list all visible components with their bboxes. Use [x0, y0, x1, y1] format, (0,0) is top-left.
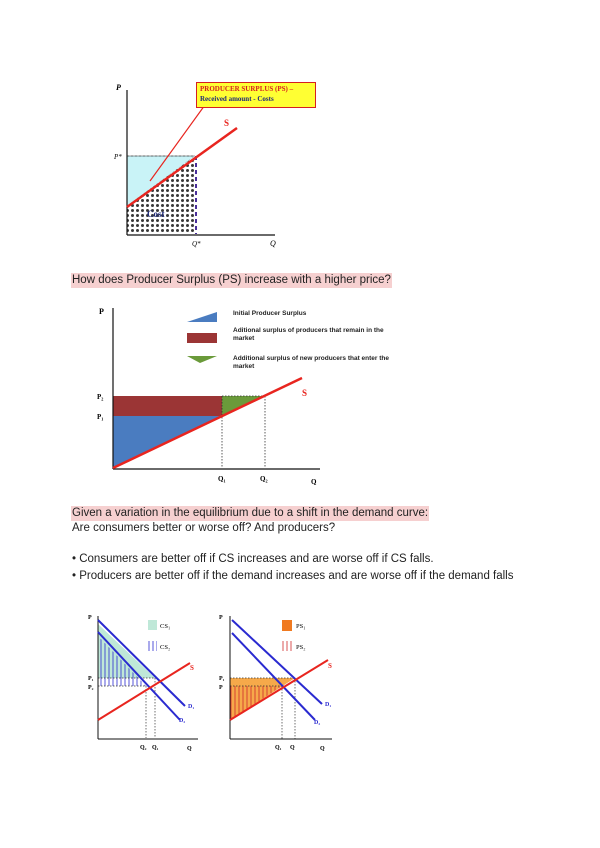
legend-swatch-cs1	[148, 620, 157, 630]
legend-initial-ps: Initial Producer Surplus	[233, 310, 307, 317]
legend-swatch-ps1	[282, 620, 292, 631]
question-line: Are consumers better or worse off? And producers?	[72, 522, 336, 534]
heading-demand-shift: Given a variation in the equilibrium due to a shift in the demand curve:	[72, 507, 429, 519]
p2-label: P	[219, 685, 223, 691]
legend-new-producers: Additional surplus of new producers that enter the market	[233, 355, 390, 370]
legend-cs2: CS₂	[160, 644, 171, 651]
x-axis-label: Q	[187, 746, 192, 752]
q2-label: Q	[290, 745, 295, 751]
d1-label: D₁	[188, 704, 195, 710]
callout-line2: Received amount - Costs	[200, 95, 274, 103]
q2-label: Q₂	[140, 745, 147, 751]
producer-surplus-shift-figure	[210, 608, 345, 758]
p2-label: P₂	[97, 393, 104, 401]
supply-label: S	[302, 388, 308, 398]
supply-label: S	[328, 662, 332, 670]
legend-cs1: CS₁	[160, 623, 171, 630]
p1-label: P₁	[97, 413, 104, 421]
d2-label: D₂	[314, 720, 321, 726]
d1-label: D₁	[325, 702, 332, 708]
consumer-surplus-shift-figure	[80, 608, 210, 758]
y-axis-label: P	[88, 615, 92, 621]
price-label: P*	[114, 153, 122, 161]
legend-remaining-ps: Aditional surplus of producers that remain in the market	[233, 327, 384, 342]
legend-ps1: PS₁	[296, 623, 306, 630]
callout-box	[196, 82, 316, 108]
legend-swatch-ps2	[282, 641, 292, 651]
y-axis-label: P	[219, 615, 223, 621]
q2-label: Q₂	[260, 475, 268, 483]
quantity-label: Q*	[192, 240, 201, 248]
additional-ps-remaining-area	[113, 396, 222, 416]
p2-label: P₂	[88, 685, 94, 691]
q1-label: Q₁	[275, 745, 282, 751]
q1-label: Q₁	[152, 745, 159, 751]
callout-line1: PRODUCER SURPLUS (PS) –	[200, 85, 294, 93]
supply-label: S	[190, 664, 194, 672]
p1-label: P₁	[88, 676, 94, 682]
y-axis-label: P	[99, 307, 104, 316]
legend-swatch-new	[187, 356, 217, 363]
x-axis-label: Q	[320, 746, 325, 752]
bullet-consumers: • Consumers are better off if CS increases and are worse off if CS falls.	[72, 553, 434, 565]
q1-label: Q₁	[218, 475, 226, 483]
legend-ps2: PS₂	[296, 644, 306, 651]
supply-label: S	[224, 118, 230, 128]
p1-label: P₁	[219, 676, 225, 682]
d2-label: D₂	[179, 718, 186, 724]
legend-swatch-remaining	[187, 333, 217, 343]
x-axis-label: Q	[311, 478, 317, 486]
cost-label: Cost	[147, 209, 165, 219]
legend-swatch-initial	[187, 312, 217, 322]
x-axis-label: Q	[270, 239, 276, 248]
heading-ps-increase: How does Producer Surplus (PS) increase with a higher price?	[72, 274, 391, 286]
y-axis-label: P	[116, 83, 121, 92]
legend-swatch-cs2	[148, 641, 157, 651]
bullet-producers: • Producers are better off if the demand increases and are worse off if the demand falls	[72, 570, 514, 582]
